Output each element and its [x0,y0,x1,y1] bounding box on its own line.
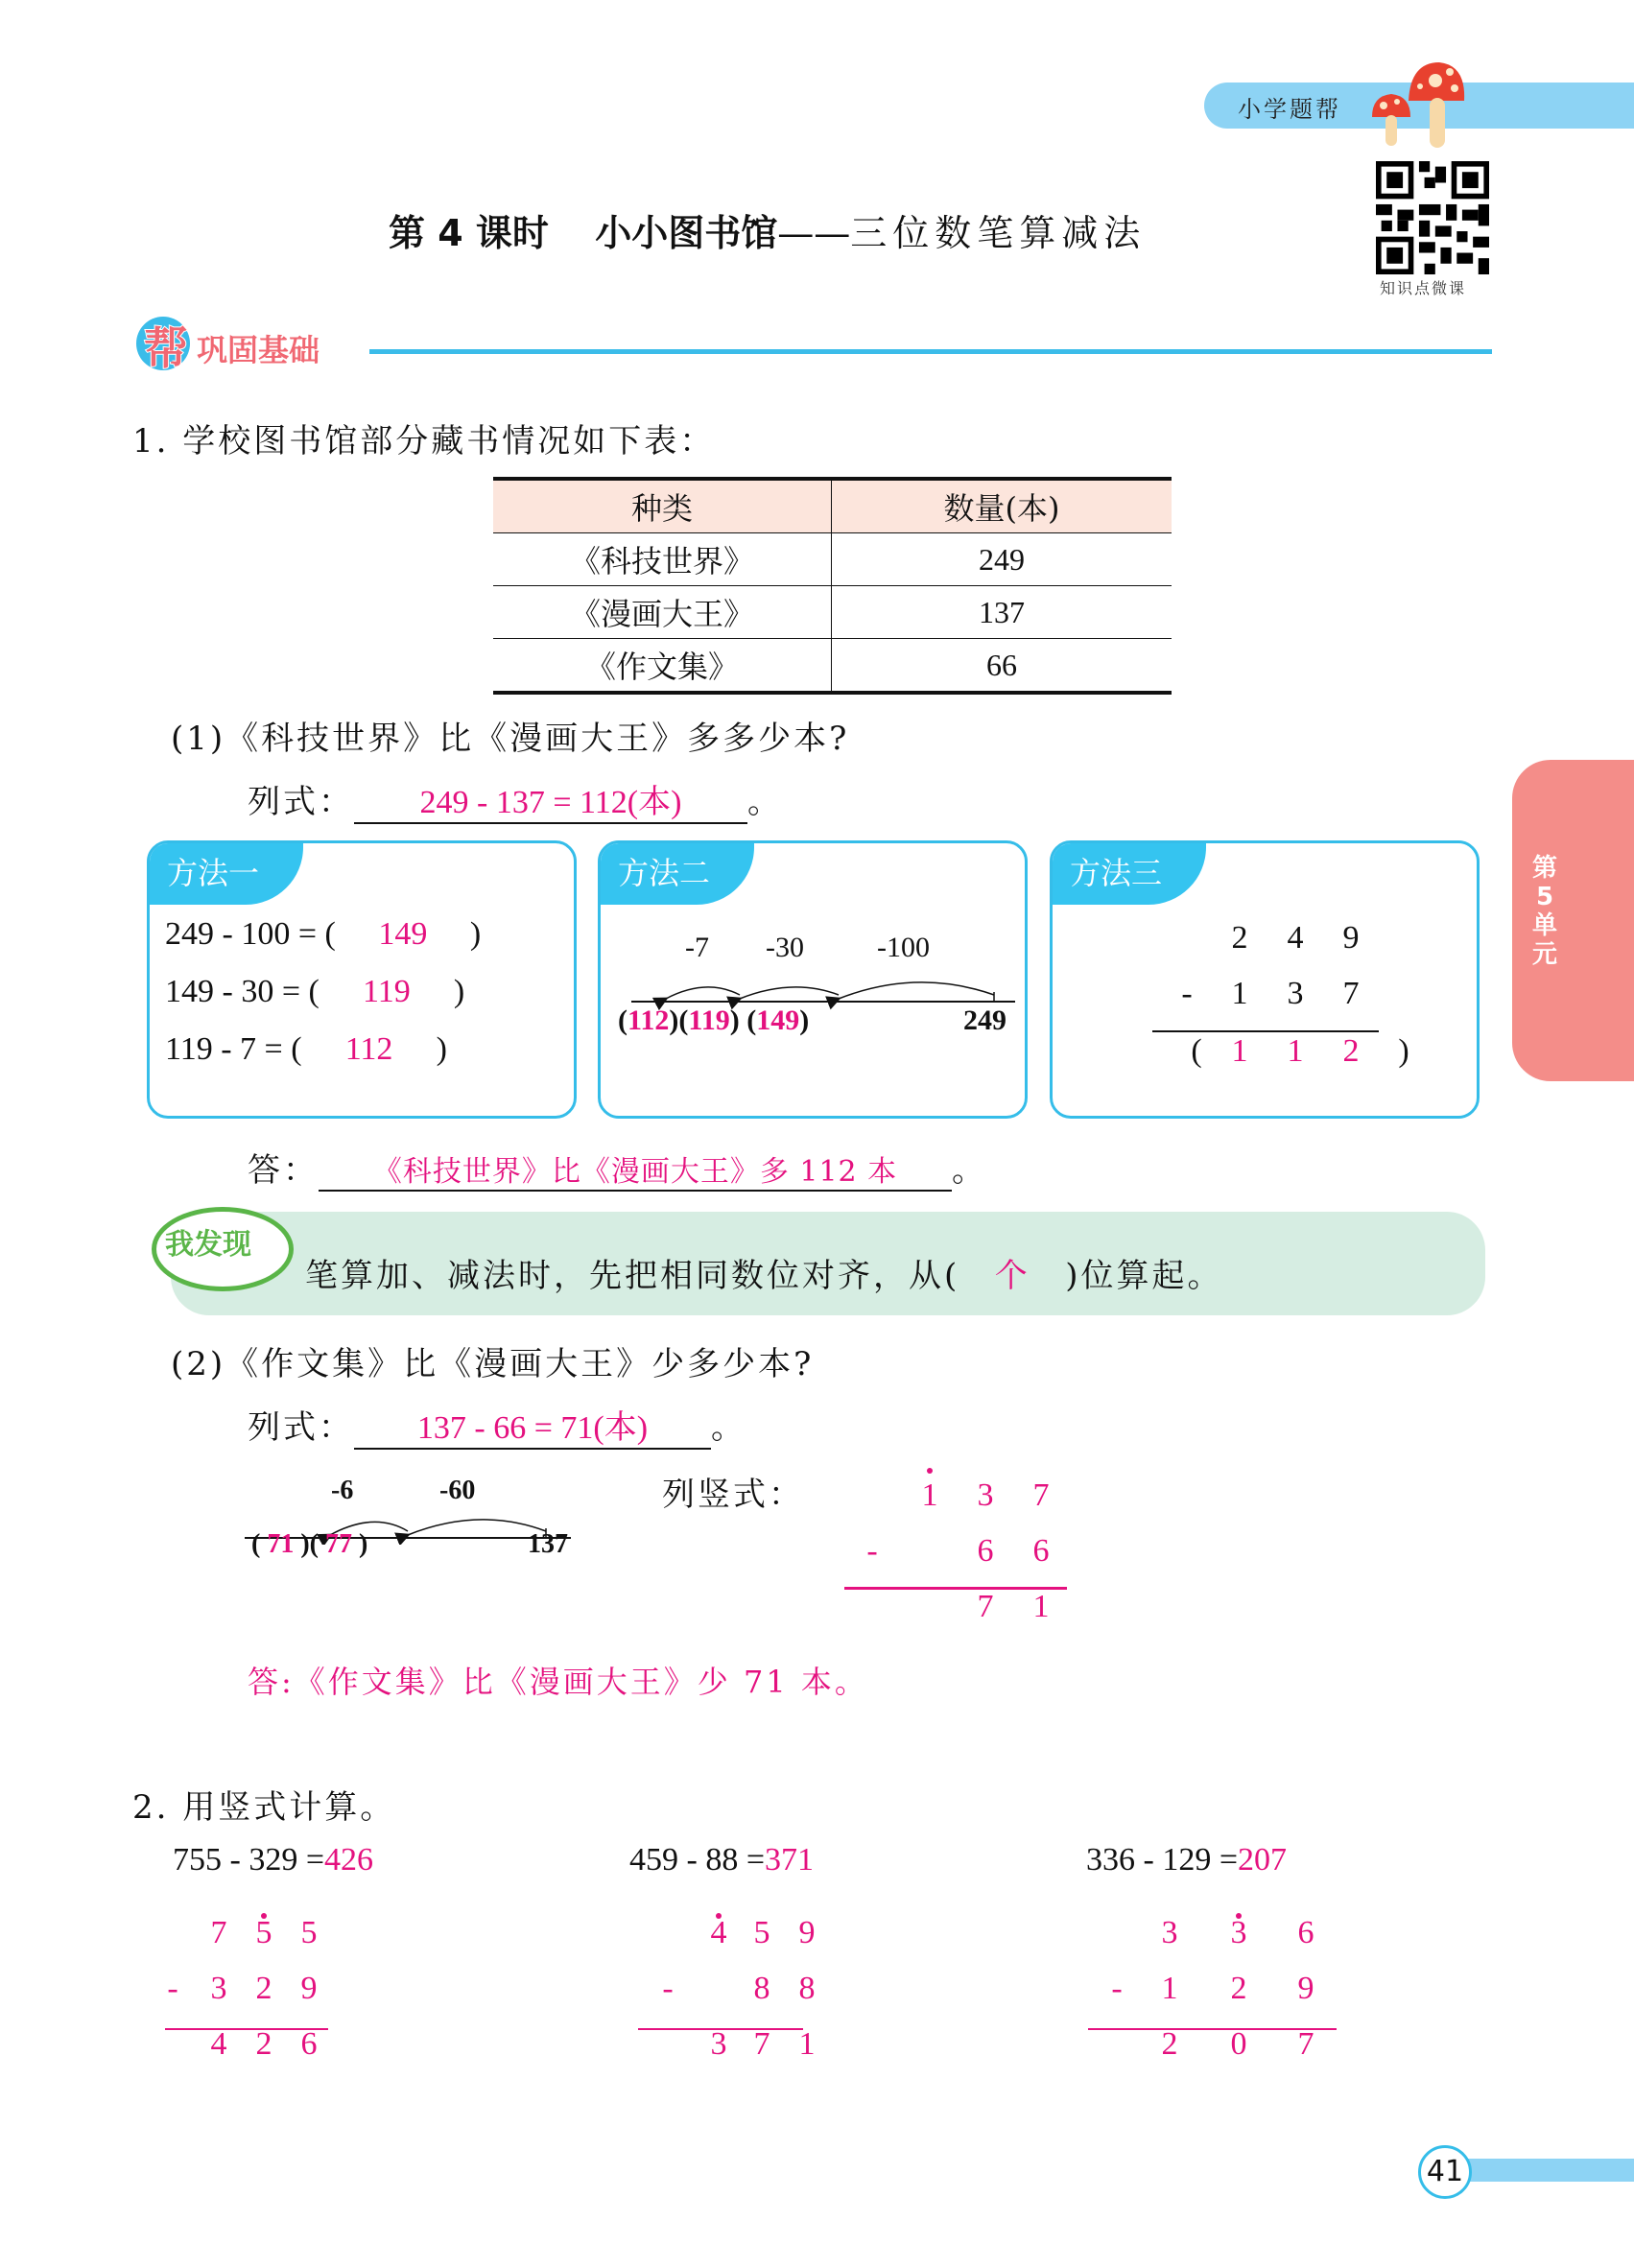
number-line-points: ( 71 )( 77 ) [251,1529,368,1559]
result-digit[interactable]: 4 [210,2026,227,2062]
section-badge-char: 帮 [144,322,188,374]
vertical-label: 列竖式： [662,1476,804,1514]
unit-label-line: 单 [1531,911,1557,940]
result-digit[interactable]: 7 [977,1589,994,1624]
unit-label-line: 5 [1535,883,1554,911]
unit-label-line: 第 [1531,854,1557,883]
method-title: 方法一 [150,843,303,905]
result-digit[interactable]: 2 [1342,1033,1360,1069]
result-digit[interactable]: 7 [753,2026,770,2062]
q2-problem-expr [173,1842,373,1878]
formula-answer[interactable]: 249 - 137 = 112(本) [354,775,747,824]
result-digit[interactable]: 1 [1032,1589,1050,1624]
method1-line [165,1031,447,1068]
start-point: 137 [528,1529,568,1559]
answer-end: 。 [952,1151,987,1190]
digit: 9 [300,1971,318,2006]
paren: ( [1191,1033,1202,1069]
digit: 3 [1230,1915,1247,1950]
point-blank[interactable]: 71 [267,1529,295,1559]
expr: 459 - 88 = [629,1842,765,1878]
expr: 249 - 100 = ( [165,916,336,952]
q1-part1-formula [248,775,783,824]
table-cell-count: 137 [832,586,1172,639]
answer-blank[interactable]: 149 [378,916,428,952]
minus-sign: - [866,1533,878,1569]
step-label: -60 [439,1476,476,1505]
lesson-topic: 小小图书馆 [595,212,778,254]
lesson-title [389,203,1146,256]
expr: 149 - 30 = ( [165,974,320,1009]
answer-blank[interactable]: 119 [362,974,411,1009]
digit: 5 [300,1915,318,1950]
point-blank[interactable]: 112 [628,1004,670,1036]
paren: ) [469,916,482,952]
q1-part1-answer [248,1144,987,1192]
section-title: 巩固基础 [197,332,320,368]
number-line-points: (112)(119) (149) [618,1004,810,1036]
table-row [493,586,1172,639]
result-digit[interactable]: 0 [1230,2026,1247,2062]
digit: 6 [977,1533,994,1569]
answer-blank[interactable]: 426 [324,1842,373,1878]
minus-sign: - [662,1971,674,2006]
digit: 4 [1287,920,1304,956]
minus-sign: - [1111,1971,1123,2006]
step-label: -6 [331,1476,354,1505]
answer-blank[interactable]: 《科技世界》比《漫画大王》多 112 本 [319,1147,952,1192]
method-card-3 [1050,840,1480,1119]
result-digit[interactable]: 7 [1297,2026,1314,2062]
digit: 5 [753,1915,770,1950]
digit: 1 [921,1477,938,1513]
q2-problem-expr [629,1842,814,1878]
digit: 3 [210,1971,227,2006]
formula-label: 列式： [248,783,354,821]
discovery-answer[interactable]: 个 [994,1257,1030,1295]
formula-end: 。 [711,1408,746,1447]
brand-name: 小学题帮 [1238,96,1341,123]
q1-part1-question: (1)《科技世界》比《漫画大王》多多少本? [171,720,850,758]
unit-label-line: 元 [1531,940,1557,969]
answer-blank[interactable]: 112 [344,1031,393,1067]
table-header-row [493,479,1172,533]
start-point: 249 [963,1004,1006,1036]
jump-arrow [740,987,839,999]
table-cell-category: 《作文集》 [493,639,832,694]
digit: 8 [753,1971,770,2006]
method1-line [165,974,464,1010]
step-label: -100 [877,932,930,963]
unit-label [1526,854,1564,969]
jump-arrow [408,1520,546,1535]
step-label: -30 [766,932,804,963]
qr-code-icon[interactable] [1375,161,1490,274]
formula-answer[interactable]: 137 - 66 = 71(本) [354,1401,711,1450]
table-row [493,639,1172,694]
digit: 8 [798,1971,816,2006]
discovery-label: 我发现 [165,1228,251,1262]
number-line-diagram [601,843,1025,1116]
result-digit[interactable]: 3 [710,2026,727,2062]
result-digit[interactable]: 2 [1161,2026,1178,2062]
table-cell-count: 249 [832,533,1172,586]
jump-arrow [666,987,740,999]
answer-blank[interactable]: 371 [765,1842,814,1878]
section-divider [369,349,1492,354]
digit: 9 [798,1915,816,1950]
jump-arrow [839,982,994,999]
lesson-dash: —— [777,212,851,254]
digit: 1 [1161,1971,1178,2006]
digit: 3 [977,1477,994,1513]
mushroom-icon [1351,58,1466,149]
point-blank[interactable]: 119 [688,1004,730,1036]
point-blank[interactable]: 149 [756,1004,800,1036]
table-cell-category: 《科技世界》 [493,533,832,586]
result-digit[interactable]: 1 [798,2026,816,2062]
formula-end: 。 [747,783,783,821]
sum-line [1152,1030,1379,1032]
digit: 3 [1161,1915,1178,1950]
expr: 119 - 7 = ( [165,1031,302,1067]
digit: 5 [255,1915,272,1950]
formula-label: 列式： [248,1408,354,1447]
digit: 6 [1032,1533,1050,1569]
q1-part2-formula [248,1401,746,1450]
discovery-text-before: 笔算加、减法时，先把相同数位对齐，从( [305,1257,960,1295]
point-blank[interactable]: 77 [324,1529,352,1559]
digit: 4 [710,1915,727,1950]
q2-problem-expr [1086,1842,1287,1878]
method-card-1 [147,840,577,1119]
digit: 9 [1297,1971,1314,2006]
paren: ) [436,1031,447,1067]
result-digit[interactable]: 6 [300,2026,318,2062]
digit: 3 [1287,976,1304,1011]
result-digit[interactable]: 1 [1231,1033,1248,1069]
minus-sign: - [167,1971,178,2006]
method-title: 方法三 [1053,843,1206,905]
paren: ) [453,974,465,1009]
qr-caption: 知识点微课 [1380,279,1467,297]
page-number: 41 [1418,2145,1472,2199]
paren: ) [1398,1033,1409,1069]
method1-line [165,916,481,953]
digit: 2 [255,1971,272,2006]
digit: 7 [1342,976,1360,1011]
result-digit[interactable]: 2 [255,2026,272,2062]
digit: 7 [210,1915,227,1950]
digit: 2 [1230,1971,1247,2006]
lesson-subtitle: 三位数笔算减法 [850,212,1147,254]
discovery-text-after: )位算起。 [1065,1257,1223,1295]
table-row [493,533,1172,586]
answer-label: 答： [248,1151,319,1190]
minus-sign: - [1181,976,1193,1011]
method-title: 方法二 [601,843,754,905]
result-digit[interactable]: 1 [1287,1033,1304,1069]
q1-part2-question: (2)《作文集》比《漫画大王》少多少本? [171,1345,815,1383]
digit: 9 [1342,920,1360,956]
digit: 6 [1297,1915,1314,1950]
answer-blank[interactable]: 207 [1238,1842,1287,1878]
table-header: 种类 [493,479,832,533]
step-label: -7 [685,932,709,963]
table-header: 数量(本) [832,479,1172,533]
discovery-text [305,1249,1223,1296]
lesson-number: 第 4 课时 [389,212,549,254]
digit: 1 [1231,976,1248,1011]
borrow-dot [927,1468,933,1474]
footer-band [1458,2159,1634,2182]
digit: 7 [1032,1477,1050,1513]
table-cell-category: 《漫画大王》 [493,586,832,639]
expr: 755 - 329 = [173,1842,324,1878]
method-card-2 [598,840,1028,1119]
book-table [493,477,1172,695]
q1-prompt: 1. 学校图书馆部分藏书情况如下表： [132,422,716,461]
q1-part2-answer[interactable]: 答:《作文集》比《漫画大王》少 71 本。 [248,1664,868,1700]
digit: 2 [1231,920,1248,956]
table-cell-count: 66 [832,639,1172,694]
expr: 336 - 129 = [1086,1842,1238,1878]
q2-prompt: 2. 用竖式计算。 [132,1788,396,1827]
